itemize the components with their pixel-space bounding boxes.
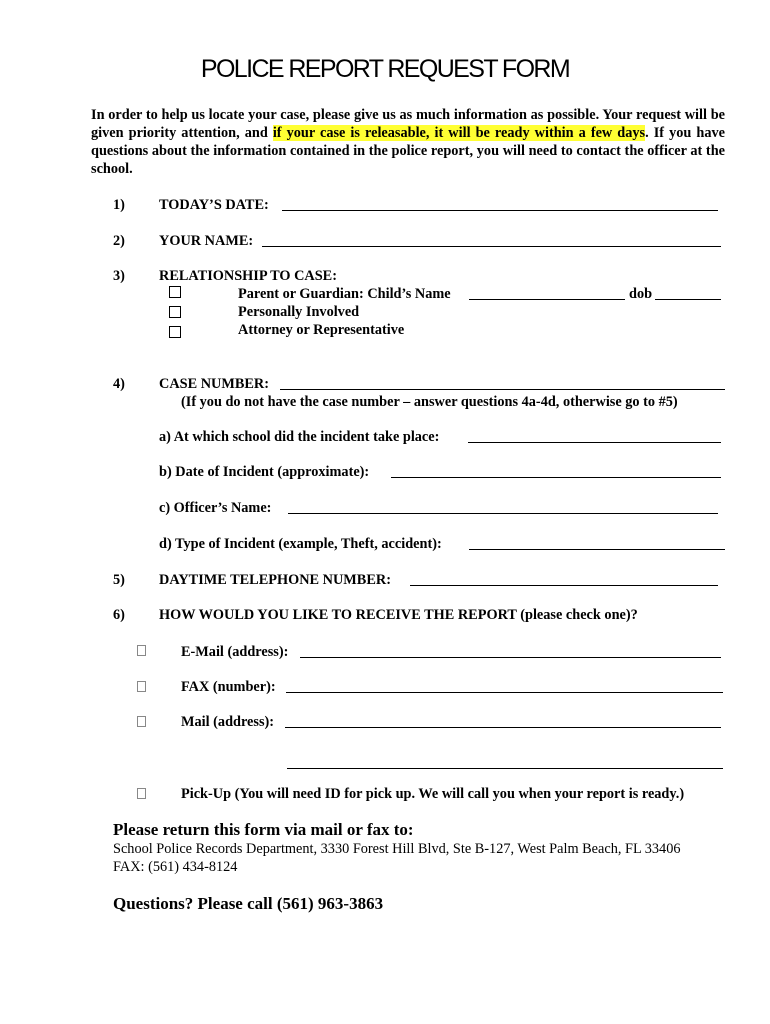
mail-address-field-line-2[interactable] bbox=[287, 768, 723, 769]
question-label: HOW WOULD YOU LIKE TO RECEIVE THE REPORT (please check one)? bbox=[159, 607, 638, 623]
mail-label: Mail (address): bbox=[181, 714, 275, 730]
intro-text-2: . If you have questions about the information contained in the police report, you will need to contact the officer at the school. bbox=[91, 125, 726, 177]
parent-guardian-checkbox[interactable] bbox=[169, 286, 181, 298]
question-number: 1) bbox=[113, 197, 125, 213]
email-label: E-Mail (address): bbox=[181, 644, 289, 660]
question-label: YOUR NAME: bbox=[159, 233, 254, 249]
dob-field[interactable] bbox=[655, 299, 721, 300]
pickup-label: Pick-Up (You will need ID for pick up. We will call you when your report is ready.) bbox=[181, 786, 685, 802]
email-checkbox[interactable] bbox=[137, 645, 146, 656]
telephone-field[interactable] bbox=[410, 585, 718, 586]
intro-text-1: In order to help us locate your case, please give us as much information as possible. Your request will be given priority attention, and bbox=[91, 107, 725, 141]
your-name-field[interactable] bbox=[262, 246, 721, 247]
option-parent-guardian: Parent or Guardian: Child’s Name bbox=[238, 286, 451, 302]
question-number: 2) bbox=[113, 233, 125, 249]
questions-phone: Questions? Please call (561) 963-3863 bbox=[113, 894, 384, 913]
question-label: CASE NUMBER: bbox=[159, 376, 270, 392]
question-number: 5) bbox=[113, 572, 125, 588]
intro-paragraph bbox=[91, 106, 725, 178]
fax-checkbox[interactable] bbox=[137, 681, 146, 692]
childs-name-field[interactable] bbox=[469, 299, 625, 300]
question-4a-label: a) At which school did the incident take place: bbox=[159, 429, 440, 445]
question-label: RELATIONSHIP TO CASE: bbox=[159, 268, 337, 284]
pickup-checkbox[interactable] bbox=[137, 788, 146, 799]
attorney-checkbox[interactable] bbox=[169, 326, 181, 338]
question-number: 3) bbox=[113, 268, 125, 284]
personally-involved-checkbox[interactable] bbox=[169, 306, 181, 318]
return-address: School Police Records Department, 3330 Forest Hill Blvd, Ste B-127, West Palm Beach, FL 33406 bbox=[113, 841, 681, 857]
option-attorney: Attorney or Representative bbox=[238, 322, 405, 338]
question-4b-label: b) Date of Incident (approximate): bbox=[159, 464, 370, 480]
school-field[interactable] bbox=[468, 442, 721, 443]
intro-highlight: if your case is releasable, it will be ready within a few days bbox=[272, 125, 646, 141]
mail-checkbox[interactable] bbox=[137, 716, 146, 727]
return-fax: FAX: (561) 434-8124 bbox=[113, 859, 238, 875]
question-4d-label: d) Type of Incident (example, Theft, accident): bbox=[159, 536, 442, 552]
form-title: POLICE REPORT REQUEST FORM bbox=[200, 55, 570, 83]
question-number: 6) bbox=[113, 607, 125, 623]
case-number-note: (If you do not have the case number – answer questions 4a-4d, otherwise go to #5) bbox=[181, 394, 678, 410]
question-label: TODAY’S DATE: bbox=[159, 197, 269, 213]
mail-address-field[interactable] bbox=[285, 727, 721, 728]
fax-number-field[interactable] bbox=[286, 692, 723, 693]
todays-date-field[interactable] bbox=[282, 210, 718, 211]
return-heading: Please return this form via mail or fax to: bbox=[113, 820, 414, 839]
question-4c-label: c) Officer’s Name: bbox=[159, 500, 272, 516]
incident-type-field[interactable] bbox=[469, 549, 725, 550]
officer-name-field[interactable] bbox=[288, 513, 718, 514]
question-number: 4) bbox=[113, 376, 125, 392]
question-label: DAYTIME TELEPHONE NUMBER: bbox=[159, 572, 391, 588]
dob-label: dob bbox=[629, 286, 653, 302]
case-number-field[interactable] bbox=[280, 389, 725, 390]
incident-date-field[interactable] bbox=[391, 477, 721, 478]
email-address-field[interactable] bbox=[300, 657, 721, 658]
fax-label: FAX (number): bbox=[181, 679, 276, 695]
option-personally-involved: Personally Involved bbox=[238, 304, 360, 320]
